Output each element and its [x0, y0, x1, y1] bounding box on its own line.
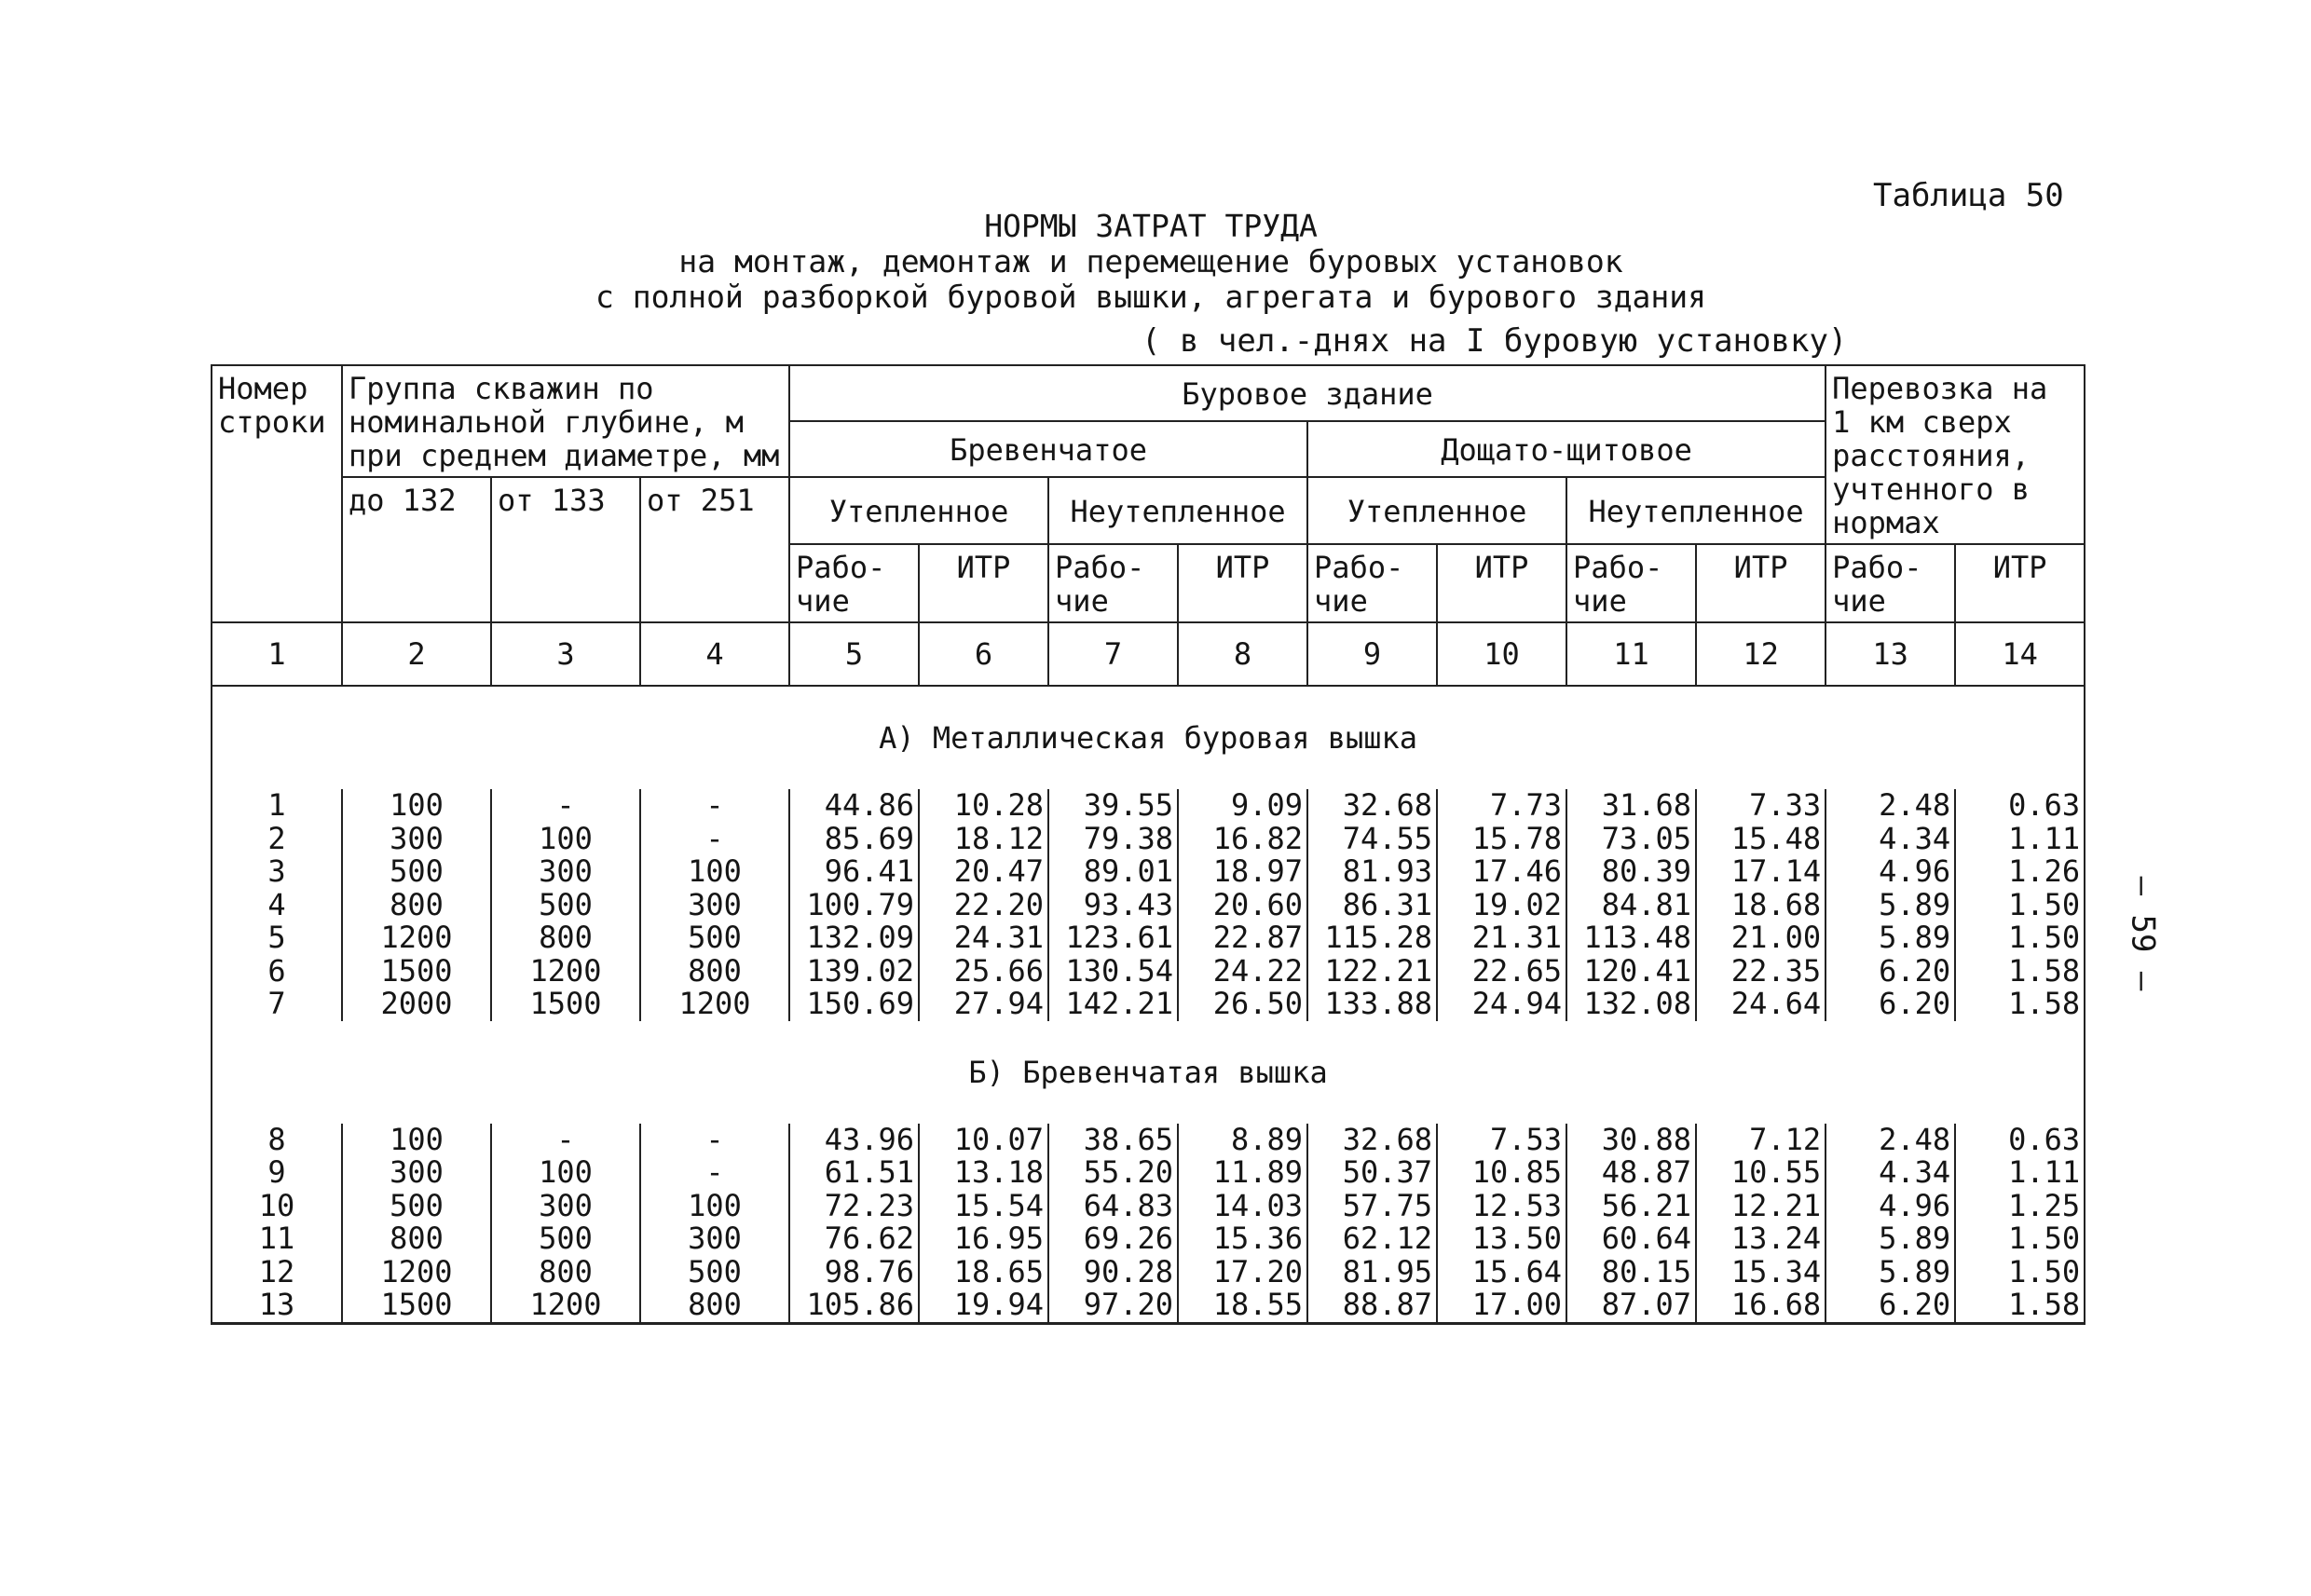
table-cell: 62.12 — [1307, 1222, 1437, 1256]
table-cell: 1200 — [640, 988, 789, 1021]
table-cell: 6.20 — [1826, 955, 1955, 989]
table-cell: 10.55 — [1696, 1156, 1826, 1190]
section-title: Б) Бревенчатая вышка — [212, 1021, 2085, 1124]
table-header — [212, 365, 2085, 622]
table-cell: 15.36 — [1178, 1222, 1307, 1256]
table-cell: 17.46 — [1437, 855, 1566, 889]
table-cell: 81.95 — [1307, 1256, 1437, 1289]
table-cell: 15.48 — [1696, 823, 1826, 856]
table-body — [212, 622, 2085, 1323]
table-cell: 87.07 — [1566, 1289, 1696, 1323]
table-cell: 43.96 — [789, 1124, 919, 1157]
table-cell: 500 — [342, 1190, 491, 1223]
table-cell: 100 — [491, 823, 640, 856]
header-itr: ИТР — [919, 544, 1048, 622]
table-cell: 300 — [640, 1222, 789, 1256]
table-cell: 18.97 — [1178, 855, 1307, 889]
table-cell: 0.63 — [1955, 1124, 2085, 1157]
table-cell: 1200 — [342, 1256, 491, 1289]
table-cell: 12.53 — [1437, 1190, 1566, 1223]
table-cell: 93.43 — [1048, 889, 1178, 922]
table-cell: 800 — [342, 1222, 491, 1256]
table-cell: 300 — [491, 1190, 640, 1223]
table-cell: 100 — [491, 1156, 640, 1190]
header-transport: Перевозка на 1 км сверх расстояния, учтенного в нормах — [1826, 365, 2085, 544]
table-cell: 133.88 — [1307, 988, 1437, 1021]
header-workers: Рабо- чие — [1566, 544, 1696, 622]
table-cell: 18.12 — [919, 823, 1048, 856]
table-cell: 5.89 — [1826, 1222, 1955, 1256]
table-cell: 1.50 — [1955, 921, 2085, 955]
column-number: 13 — [1826, 622, 1955, 686]
table-cell: 2000 — [342, 988, 491, 1021]
table-cell: 1500 — [342, 1289, 491, 1323]
header-drilling-building: Буровое здание — [789, 365, 1826, 421]
table-cell: - — [640, 789, 789, 823]
table-cell: 21.31 — [1437, 921, 1566, 955]
table-cell: 56.21 — [1566, 1190, 1696, 1223]
table-cell: 14.03 — [1178, 1190, 1307, 1223]
table-row — [212, 1156, 2085, 1190]
header-well-group: Группа скважин по номинальной глубине, м при среднем диаметре, мм — [342, 365, 789, 477]
header-diameter-from-133: от 133 — [491, 477, 640, 622]
table-cell: 500 — [342, 855, 491, 889]
table-cell: 18.68 — [1696, 889, 1826, 922]
table-cell: 800 — [491, 921, 640, 955]
table-cell: 17.20 — [1178, 1256, 1307, 1289]
header-workers: Рабо- чие — [1826, 544, 1955, 622]
table-row — [212, 955, 2085, 989]
table-row — [212, 1222, 2085, 1256]
table-cell: 18.65 — [919, 1256, 1048, 1289]
column-number: 3 — [491, 622, 640, 686]
table-cell: 10.07 — [919, 1124, 1048, 1157]
table-cell: 123.61 — [1048, 921, 1178, 955]
section-row — [212, 1021, 2085, 1124]
column-number: 1 — [212, 622, 342, 686]
table-cell: 7.53 — [1437, 1124, 1566, 1157]
table-cell: 44.86 — [789, 789, 919, 823]
table-cell: 1.50 — [1955, 1222, 2085, 1256]
table-cell: 139.02 — [789, 955, 919, 989]
table-cell: 11 — [212, 1222, 342, 1256]
header-row-number: Номер строки — [212, 365, 342, 622]
table-cell: 61.51 — [789, 1156, 919, 1190]
table-cell: 8.89 — [1178, 1124, 1307, 1157]
table-cell: 69.26 — [1048, 1222, 1178, 1256]
table-cell: 300 — [640, 889, 789, 922]
table-cell: 5.89 — [1826, 1256, 1955, 1289]
table-cell: 90.28 — [1048, 1256, 1178, 1289]
table-row — [212, 789, 2085, 823]
table-cell: 22.35 — [1696, 955, 1826, 989]
table-cell: 115.28 — [1307, 921, 1437, 955]
table-cell: 22.20 — [919, 889, 1048, 922]
table-cell: 88.87 — [1307, 1289, 1437, 1323]
table-cell: 5.89 — [1826, 889, 1955, 922]
table-cell: 1.50 — [1955, 1256, 2085, 1289]
table-cell: 24.64 — [1696, 988, 1826, 1021]
section-row — [212, 686, 2085, 789]
table-cell: 31.68 — [1566, 789, 1696, 823]
table-cell: 1.50 — [1955, 889, 2085, 922]
column-number: 7 — [1048, 622, 1178, 686]
column-number: 6 — [919, 622, 1048, 686]
table-cell: 8 — [212, 1124, 342, 1157]
table-cell: 100 — [640, 1190, 789, 1223]
column-number: 10 — [1437, 622, 1566, 686]
table-cell: 48.87 — [1566, 1156, 1696, 1190]
table-cell: 16.68 — [1696, 1289, 1826, 1323]
table-cell: 22.65 — [1437, 955, 1566, 989]
column-number: 11 — [1566, 622, 1696, 686]
table-cell: 4.34 — [1826, 823, 1955, 856]
title-line-1: НОРМЫ ЗАТРАТ ТРУДА — [984, 208, 1318, 244]
table-cell: 20.47 — [919, 855, 1048, 889]
table-cell: 39.55 — [1048, 789, 1178, 823]
column-number: 9 — [1307, 622, 1437, 686]
table-cell: 113.48 — [1566, 921, 1696, 955]
table-cell: 76.62 — [789, 1222, 919, 1256]
header-diameter-up-to-132: до 132 — [342, 477, 491, 622]
column-number: 8 — [1178, 622, 1307, 686]
section-title: А) Металлическая буровая вышка — [212, 686, 2085, 789]
table-cell: 1200 — [491, 1289, 640, 1323]
table-cell: 300 — [342, 1156, 491, 1190]
column-number: 2 — [342, 622, 491, 686]
table-cell: 130.54 — [1048, 955, 1178, 989]
header-log-uninsulated: Неутепленное — [1048, 477, 1307, 544]
table-cell: 72.23 — [789, 1190, 919, 1223]
table-cell: 50.37 — [1307, 1156, 1437, 1190]
table-cell: 24.94 — [1437, 988, 1566, 1021]
table-row — [212, 889, 2085, 922]
table-cell: 800 — [640, 955, 789, 989]
table-cell: 800 — [640, 1289, 789, 1323]
table-cell: 132.09 — [789, 921, 919, 955]
table-cell: 85.69 — [789, 823, 919, 856]
table-cell: 1.25 — [1955, 1190, 2085, 1223]
table-cell: 800 — [491, 1256, 640, 1289]
table-cell: 15.78 — [1437, 823, 1566, 856]
table-cell: 2.48 — [1826, 789, 1955, 823]
table-cell: 20.60 — [1178, 889, 1307, 922]
table-cell: 1200 — [491, 955, 640, 989]
table-cell: 16.82 — [1178, 823, 1307, 856]
table-cell: - — [640, 1156, 789, 1190]
table-cell: 10 — [212, 1190, 342, 1223]
table-cell: 0.63 — [1955, 789, 2085, 823]
column-number: 12 — [1696, 622, 1826, 686]
table-cell: - — [491, 789, 640, 823]
table-cell: 32.68 — [1307, 789, 1437, 823]
table-cell: 26.50 — [1178, 988, 1307, 1021]
table-cell: 7.33 — [1696, 789, 1826, 823]
table-cell: 22.87 — [1178, 921, 1307, 955]
table-row — [212, 1124, 2085, 1157]
table-cell: 25.66 — [919, 955, 1048, 989]
table-cell: 73.05 — [1566, 823, 1696, 856]
table-cell: 1500 — [491, 988, 640, 1021]
table-title — [224, 209, 2078, 315]
table-cell: 9 — [212, 1156, 342, 1190]
table-cell: 120.41 — [1566, 955, 1696, 989]
table-cell: 79.38 — [1048, 823, 1178, 856]
table-cell: 32.68 — [1307, 1124, 1437, 1157]
table-cell: 80.39 — [1566, 855, 1696, 889]
table-cell: 81.93 — [1307, 855, 1437, 889]
table-cell: 10.85 — [1437, 1156, 1566, 1190]
table-cell: 1.26 — [1955, 855, 2085, 889]
table-cell: 300 — [491, 855, 640, 889]
table-cell: 6.20 — [1826, 1289, 1955, 1323]
table-cell: 500 — [491, 1222, 640, 1256]
table-cell: 15.34 — [1696, 1256, 1826, 1289]
table-cell: 1500 — [342, 955, 491, 989]
table-cell: 96.41 — [789, 855, 919, 889]
table-cell: 13.24 — [1696, 1222, 1826, 1256]
table-cell: 142.21 — [1048, 988, 1178, 1021]
table-cell: 17.00 — [1437, 1289, 1566, 1323]
table-cell: 27.94 — [919, 988, 1048, 1021]
table-cell: 500 — [640, 1256, 789, 1289]
table-cell: 100 — [342, 789, 491, 823]
column-number: 4 — [640, 622, 789, 686]
units-note: ( в чел.-днях на I буровую установку) — [1142, 322, 1848, 360]
header-itr: ИТР — [1178, 544, 1307, 622]
column-number: 5 — [789, 622, 919, 686]
table-cell: 30.88 — [1566, 1124, 1696, 1157]
header-log-insulated: Утепленное — [789, 477, 1048, 544]
table-cell: - — [491, 1124, 640, 1157]
table-cell: 19.94 — [919, 1289, 1048, 1323]
table-cell: 1.11 — [1955, 823, 2085, 856]
table-cell: 9.09 — [1178, 789, 1307, 823]
header-workers: Рабо- чие — [789, 544, 919, 622]
table-cell: 86.31 — [1307, 889, 1437, 922]
table-cell: 12.21 — [1696, 1190, 1826, 1223]
header-log-building: Бревенчатое — [789, 421, 1307, 477]
table-cell: - — [640, 1124, 789, 1157]
table-row — [212, 823, 2085, 856]
table-cell: 4 — [212, 889, 342, 922]
table-cell: 1.58 — [1955, 955, 2085, 989]
header-workers: Рабо- чие — [1048, 544, 1178, 622]
header-itr: ИТР — [1437, 544, 1566, 622]
page-number: – 59 – — [2124, 876, 2162, 991]
table-cell: 300 — [342, 823, 491, 856]
table-cell: 13.18 — [919, 1156, 1048, 1190]
table-cell: 100 — [342, 1124, 491, 1157]
table-cell: 1.58 — [1955, 988, 2085, 1021]
table-cell: 2 — [212, 823, 342, 856]
table-cell: 84.81 — [1566, 889, 1696, 922]
table-cell: 97.20 — [1048, 1289, 1178, 1323]
table-cell: 3 — [212, 855, 342, 889]
table-cell: 5 — [212, 921, 342, 955]
table-cell: 24.22 — [1178, 955, 1307, 989]
title-line-2: на монтаж, демонтаж и перемещение буровых установок — [678, 243, 1623, 280]
header-panel-building: Дощато-щитовое — [1307, 421, 1826, 477]
table-row — [212, 855, 2085, 889]
table-cell: 800 — [342, 889, 491, 922]
table-cell: 74.55 — [1307, 823, 1437, 856]
table-cell: 4.96 — [1826, 855, 1955, 889]
header-diameter-from-251: от 251 — [640, 477, 789, 622]
table-cell: 80.15 — [1566, 1256, 1696, 1289]
table-cell: 500 — [640, 921, 789, 955]
table-cell: 7 — [212, 988, 342, 1021]
table-cell: - — [640, 823, 789, 856]
table-row — [212, 1190, 2085, 1223]
table-cell: 1.58 — [1955, 1289, 2085, 1323]
table-cell: 4.96 — [1826, 1190, 1955, 1223]
table-cell: 98.76 — [789, 1256, 919, 1289]
table-cell: 1 — [212, 789, 342, 823]
table-cell: 12 — [212, 1256, 342, 1289]
header-workers: Рабо- чие — [1307, 544, 1437, 622]
table-cell: 89.01 — [1048, 855, 1178, 889]
table-cell: 11.89 — [1178, 1156, 1307, 1190]
table-cell: 57.75 — [1307, 1190, 1437, 1223]
table-cell: 4.34 — [1826, 1156, 1955, 1190]
table-cell: 105.86 — [789, 1289, 919, 1323]
table-cell: 24.31 — [919, 921, 1048, 955]
header-itr: ИТР — [1955, 544, 2085, 622]
table-row — [212, 988, 2085, 1021]
table-cell: 60.64 — [1566, 1222, 1696, 1256]
table-cell: 55.20 — [1048, 1156, 1178, 1190]
table-cell: 6.20 — [1826, 988, 1955, 1021]
table-cell: 150.69 — [789, 988, 919, 1021]
table-cell: 64.83 — [1048, 1190, 1178, 1223]
table-row — [212, 921, 2085, 955]
table-cell: 5.89 — [1826, 921, 1955, 955]
table-cell: 13 — [212, 1289, 342, 1323]
table-cell: 1.11 — [1955, 1156, 2085, 1190]
labor-norms-table — [211, 364, 2085, 1325]
table-cell: 7.73 — [1437, 789, 1566, 823]
table-number: Таблица 50 — [1873, 177, 2064, 214]
table-row — [212, 1256, 2085, 1289]
table-cell: 1200 — [342, 921, 491, 955]
table-cell: 16.95 — [919, 1222, 1048, 1256]
table-cell: 17.14 — [1696, 855, 1826, 889]
table-cell: 38.65 — [1048, 1124, 1178, 1157]
table-cell: 15.54 — [919, 1190, 1048, 1223]
table-cell: 2.48 — [1826, 1124, 1955, 1157]
header-panel-insulated: Утепленное — [1307, 477, 1566, 544]
column-numbers-row — [212, 622, 2085, 686]
column-number: 14 — [1955, 622, 2085, 686]
table-cell: 18.55 — [1178, 1289, 1307, 1323]
table-cell: 13.50 — [1437, 1222, 1566, 1256]
table-cell: 100.79 — [789, 889, 919, 922]
table-cell: 21.00 — [1696, 921, 1826, 955]
table-cell: 10.28 — [919, 789, 1048, 823]
table-row — [212, 1289, 2085, 1323]
table-cell: 500 — [491, 889, 640, 922]
table-cell: 15.64 — [1437, 1256, 1566, 1289]
table-cell: 132.08 — [1566, 988, 1696, 1021]
header-panel-uninsulated: Неутепленное — [1566, 477, 1826, 544]
table-cell: 122.21 — [1307, 955, 1437, 989]
table-cell: 7.12 — [1696, 1124, 1826, 1157]
table-cell: 6 — [212, 955, 342, 989]
header-itr: ИТР — [1696, 544, 1826, 622]
table-cell: 100 — [640, 855, 789, 889]
title-line-3: с полной разборкой буровой вышки, агрегата и бурового здания — [595, 279, 1707, 315]
table-cell: 19.02 — [1437, 889, 1566, 922]
